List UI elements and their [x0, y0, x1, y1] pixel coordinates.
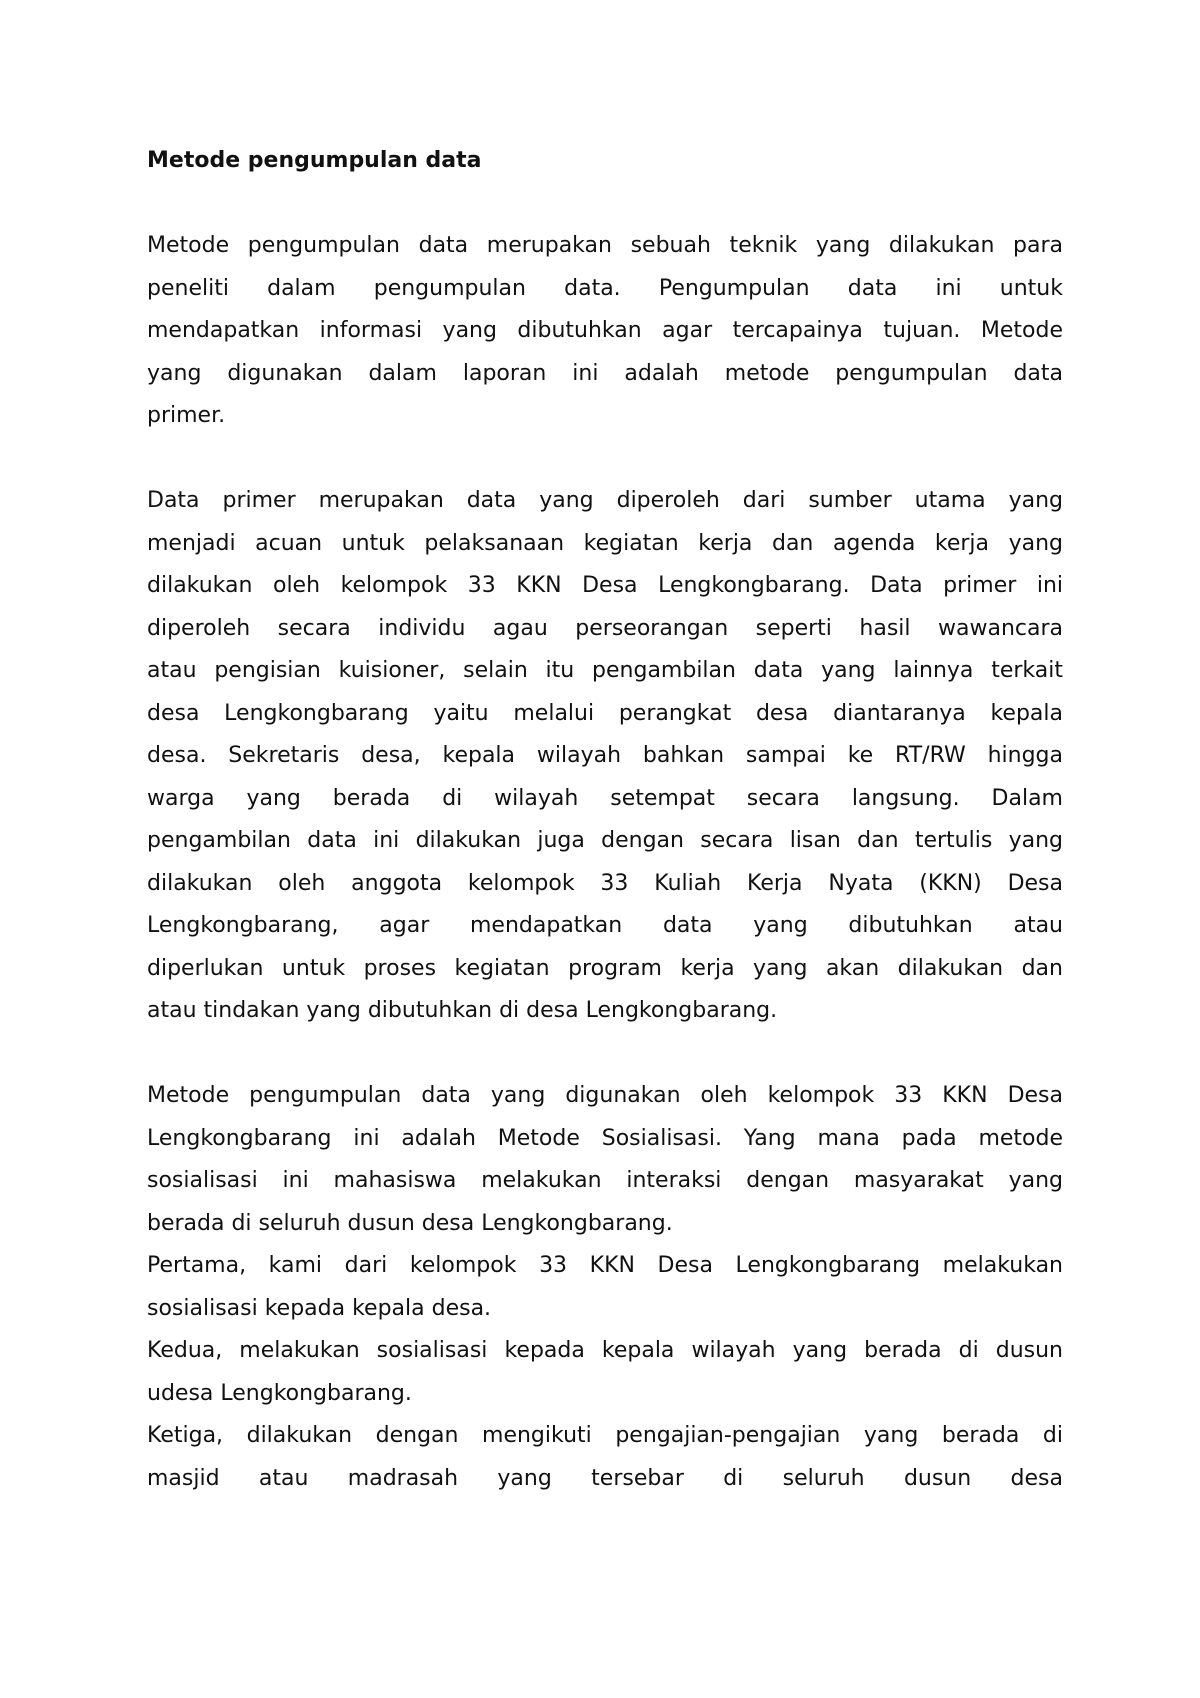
text-line: udesa Lengkongbarang.: [147, 1380, 412, 1406]
text-line: peneliti dalam pengumpulan data. Pengumpulan data ini untuk: [147, 275, 1063, 301]
paragraph-2: [147, 480, 1063, 1033]
text-line: yang digunakan dalam laporan ini adalah metode pengumpulan data: [147, 360, 1063, 386]
text-line: pengambilan data ini dilakukan juga dengan secara lisan dan tertulis yang: [147, 828, 1063, 853]
text-line: Metode pengumpulan data merupakan sebuah teknik yang dilakukan para: [147, 233, 1063, 258]
text-line: Pertama, kami dari kelompok 33 KKN Desa Lengkongbarang melakukan: [147, 1253, 1063, 1278]
text-line: menjadi acuan untuk pelaksanaan kegiatan kerja dan agenda kerja yang: [147, 530, 1063, 556]
paragraph-spacer: [147, 183, 1063, 226]
text-line: dilakukan oleh anggota kelompok 33 Kuliah Kerja Nyata (KKN) Desa: [147, 870, 1063, 896]
text-line: desa. Sekretaris desa, kepala wilayah bahkan sampai ke RT/RW hingga: [147, 743, 1063, 768]
text-line: Kedua, melakukan sosialisasi kepada kepala wilayah yang berada di dusun: [147, 1338, 1063, 1363]
text-line: atau tindakan yang dibutuhkan di desa Lengkongbarang.: [147, 998, 778, 1023]
paragraph-spacer: [147, 1033, 1063, 1076]
text-line: sosialisasi ini mahasiswa melakukan interaksi dengan masyarakat yang: [147, 1168, 1063, 1193]
text-line: Lengkongbarang ini adalah Metode Sosialisasi. Yang mana pada metode: [147, 1125, 1063, 1151]
paragraph-1: [147, 225, 1063, 438]
text-line: berada di seluruh dusun desa Lengkongbarang.: [147, 1210, 673, 1236]
text-line: diperlukan untuk proses kegiatan program kerja yang akan dilakukan dan: [147, 955, 1063, 981]
text-line: Lengkongbarang, agar mendapatkan data yang dibutuhkan atau: [147, 913, 1063, 938]
text-line: mendapatkan informasi yang dibutuhkan agar tercapainya tujuan. Metode: [147, 318, 1063, 343]
text-line: dilakukan oleh kelompok 33 KKN Desa Lengkongbarang. Data primer ini: [147, 573, 1063, 598]
text-line: atau pengisian kuisioner, selain itu pengambilan data yang lainnya terkait: [147, 658, 1063, 683]
text-line: desa Lengkongbarang yaitu melalui perangkat desa diantaranya kepala: [147, 700, 1063, 726]
text-line: primer.: [147, 403, 226, 428]
document-content: [147, 140, 1063, 1500]
paragraph-3: [147, 1075, 1063, 1500]
text-line: diperoleh secara individu agau perseorangan seperti hasil wawancara: [147, 615, 1063, 641]
text-line: warga yang berada di wilayah setempat secara langsung. Dalam: [147, 785, 1063, 811]
text-line: Data primer merupakan data yang diperoleh dari sumber utama yang: [147, 488, 1063, 513]
document-title: Metode pengumpulan data: [147, 148, 482, 173]
text-line: Metode pengumpulan data yang digunakan oleh kelompok 33 KKN Desa: [147, 1083, 1063, 1108]
paragraph-spacer: [147, 438, 1063, 481]
text-line: sosialisasi kepada kepala desa.: [147, 1295, 492, 1321]
text-line: masjid atau madrasah yang tersebar di seluruh dusun desa: [147, 1465, 1063, 1491]
text-line: Ketiga, dilakukan dengan mengikuti pengajian-pengajian yang berada di: [147, 1423, 1063, 1448]
